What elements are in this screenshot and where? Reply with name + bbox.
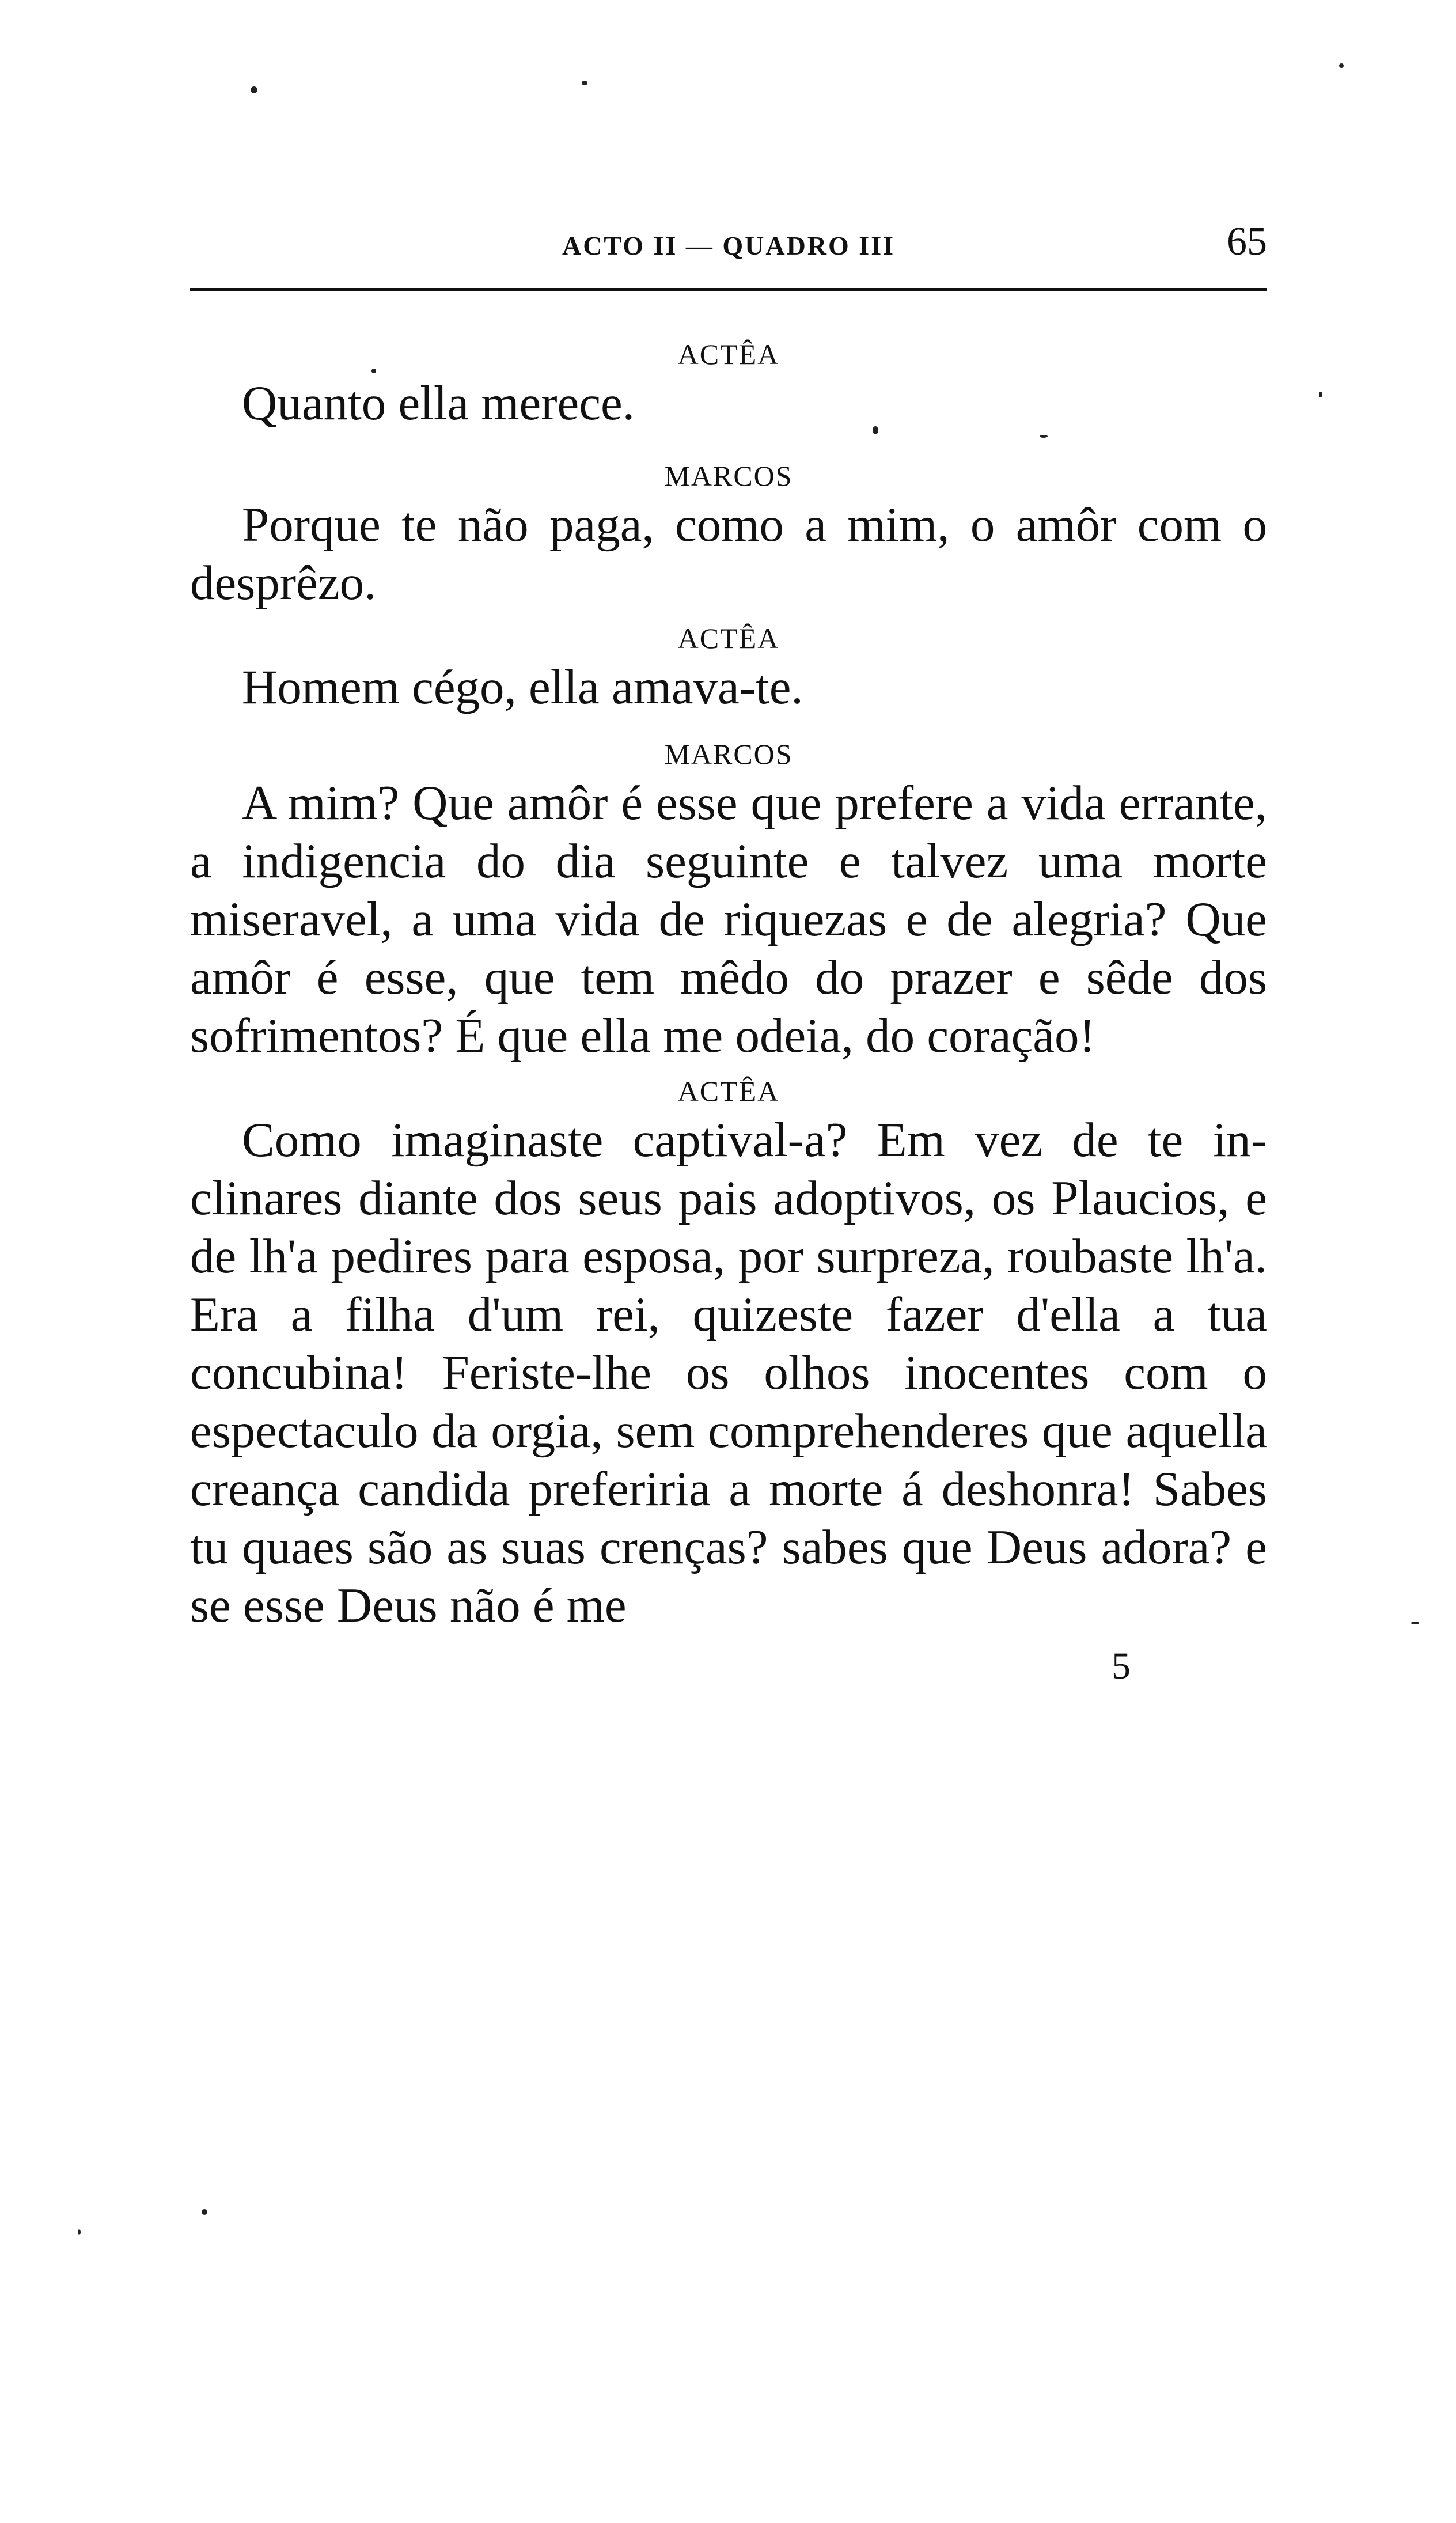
- speaker-name: ACTÊA: [677, 622, 780, 654]
- speech-paragraph: A mim? Que amôr é esse que prefere a vida errante, a indigencia do dia seguinte e talvez uma morte miseravel, a uma vida de riquezas e de alegria? Que amôr é esse, que tem mêdo do prazer e sêde dos sofrimentos? É que ella me odeia, do coração!: [190, 776, 1267, 1063]
- dialogue-text: [190, 323, 1267, 1635]
- speaker-name: ACTÊA: [677, 338, 780, 370]
- speaker-name: MARCOS: [664, 460, 793, 492]
- speech-paragraph: Quanto ella merece.: [242, 376, 635, 430]
- ink-speck: [1339, 63, 1344, 68]
- header-rule: [190, 288, 1267, 291]
- speaker-name: MARCOS: [664, 738, 793, 770]
- running-head: ACTO II — QUADRO III: [562, 231, 896, 260]
- ink-speck: [582, 81, 587, 85]
- ink-speck: [1319, 392, 1322, 397]
- ink-speck: [1040, 435, 1048, 438]
- speaker-name: ACTÊA: [677, 1075, 780, 1107]
- ink-speck: [78, 2229, 81, 2235]
- signature-mark: 5: [1112, 1645, 1131, 1687]
- speech-paragraph: Como imaginaste captival-a? Em vez de te inclinares diante dos seus pais adoptivos, os Plaucios, e de lh'a pedires para esposa, por surpreza, roubaste lh'a. Era a filha d'um rei, quizeste fazer d'ella a tua concubina! Feriste-lhe os olhos inocentes com o espectaculo da orgia, sem comprehenderes que aquella creança candida preferiria a morte á deshonra! Sabes tu quaes são as suas crenças? sabes que Deus adora? e se esse Deus não é me: [190, 1113, 1267, 1632]
- ink-speck: [371, 369, 376, 373]
- speech-paragraph: Porque te não paga, como a mim, o amôr com o desprêzo.: [190, 498, 1267, 610]
- page-number: 65: [1227, 219, 1267, 264]
- page-header: [190, 213, 1267, 288]
- ink-speck: [251, 86, 257, 93]
- ink-speck: [873, 426, 878, 434]
- ink-speck: [202, 2209, 207, 2215]
- ink-speck: [1411, 1622, 1419, 1624]
- speech-paragraph: Homem cégo, ella amava-te.: [242, 660, 803, 714]
